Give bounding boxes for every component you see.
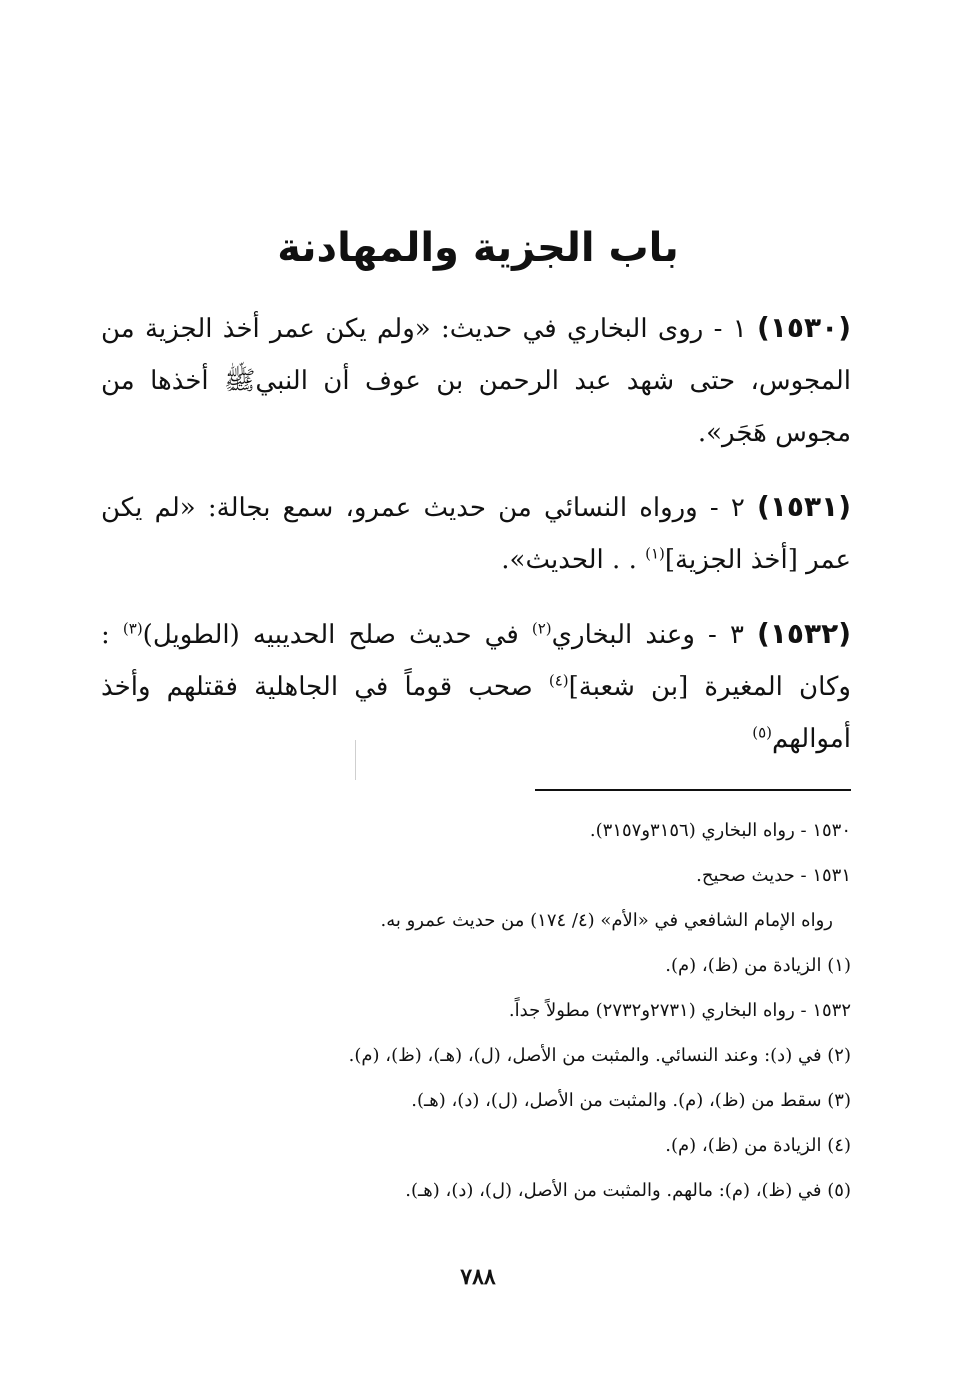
hadith-text: روى البخاري في حديث: «ولم يكن عمر أخذ الجزية من المجوس، حتى شهد عبد الرحمن بن عوف أن النبيﷺ أخذها من مجوس هَجَر». <box>101 314 851 448</box>
footnote: (٥) في (ظ)، (م): مالهم. والمثبت من الأصل، (ل)، (د)، (هـ). <box>405 1180 851 1201</box>
hadith-number: (١٥٣٠) <box>757 311 851 344</box>
footnote-ref: (٣) <box>122 619 143 638</box>
hadith-seq: ٣ <box>729 620 744 650</box>
hadith-text: صحب قوماً في الجاهلية فقتلهم وأخذ أموالهم <box>101 672 851 754</box>
footnote: (٤) الزيادة من (ظ)، (م). <box>665 1135 851 1156</box>
chapter-title: باب الجزية والمهادنة <box>277 225 679 271</box>
hadith-1532: (١٥٣٢) ٣ - وعند البخاري$^{(٢)}$ في حديث صلح الحديبيه (الطويل)$^{(٣)}$ : وكان المغيرة [بن شعبة]$^{(٤)}$ صحب قوماً في الجاهلية فقتلهم وأخذ أموالهم$^{(٥)}$ <box>101 617 851 754</box>
footnote: ١٥٣٢ - رواه البخاري (٢٧٣١و٢٧٣٢) مطولاً جداً. <box>508 1000 851 1021</box>
hadith-text: وعند البخاري <box>551 620 695 650</box>
scan-artifact-line <box>355 740 356 780</box>
hadith-seq: ١ <box>732 314 747 344</box>
footnote-ref: (٥) <box>752 723 772 742</box>
footnote: ١٥٣٠ - رواه البخاري (٣١٥٦و٣١٥٧). <box>589 820 851 841</box>
footnote: رواه الإمام الشافعي في «الأم» (٤/ ١٧٤) من حديث عمرو به. <box>380 910 833 931</box>
footnote: (١) الزيادة من (ظ)، (م). <box>665 955 851 976</box>
footnote-separator <box>535 789 851 791</box>
hadith-seq: ٢ <box>730 493 745 523</box>
footnote-ref: (١) <box>645 544 665 563</box>
hadith-text: : وكان المغيرة [بن شعبة] <box>101 620 851 702</box>
footnote: (٢) في (د): وعند النسائي. والمثبت من الأصل، (ل)، (هـ)، (ظ)، (م). <box>348 1045 851 1066</box>
footnote: ١٥٣١ - حديث صحيح. <box>696 865 851 886</box>
footnote: (٣) سقط من (ظ)، (م). والمثبت من الأصل، (ل)، (د)، (هـ). <box>411 1090 851 1111</box>
hadith-number: (١٥٣١) <box>757 490 851 523</box>
main-text <box>101 302 851 787</box>
hadith-1530: (١٥٣٠) ١ - روى البخاري في حديث: «ولم يكن عمر أخذ الجزية من المجوس، حتى شهد عبد الرحمن بن عوف أن النبيﷺ أخذها من مجوس هَجَر». <box>101 311 851 448</box>
hadith-text: في حديث صلح الحديبيه (الطويل) <box>142 620 519 650</box>
hadith-text: ورواه النسائي من حديث عمرو، سمع بجالة: «لم يكن عمر [أخذ الجزية] <box>101 493 851 575</box>
hadith-number: (١٥٣٢) <box>757 617 851 650</box>
page-number: ٧٨٨ <box>460 1264 496 1290</box>
hadith-text: . . الحديث». <box>501 545 637 575</box>
hadith-1531: (١٥٣١) ٢ - ورواه النسائي من حديث عمرو، سمع بجالة: «لم يكن عمر [أخذ الجزية]$^{(١)}$ . . الحديث». <box>101 490 851 575</box>
footnotes <box>191 808 851 1213</box>
footnote-ref: (٤) <box>548 671 569 690</box>
footnote-ref: (٢) <box>531 619 552 638</box>
